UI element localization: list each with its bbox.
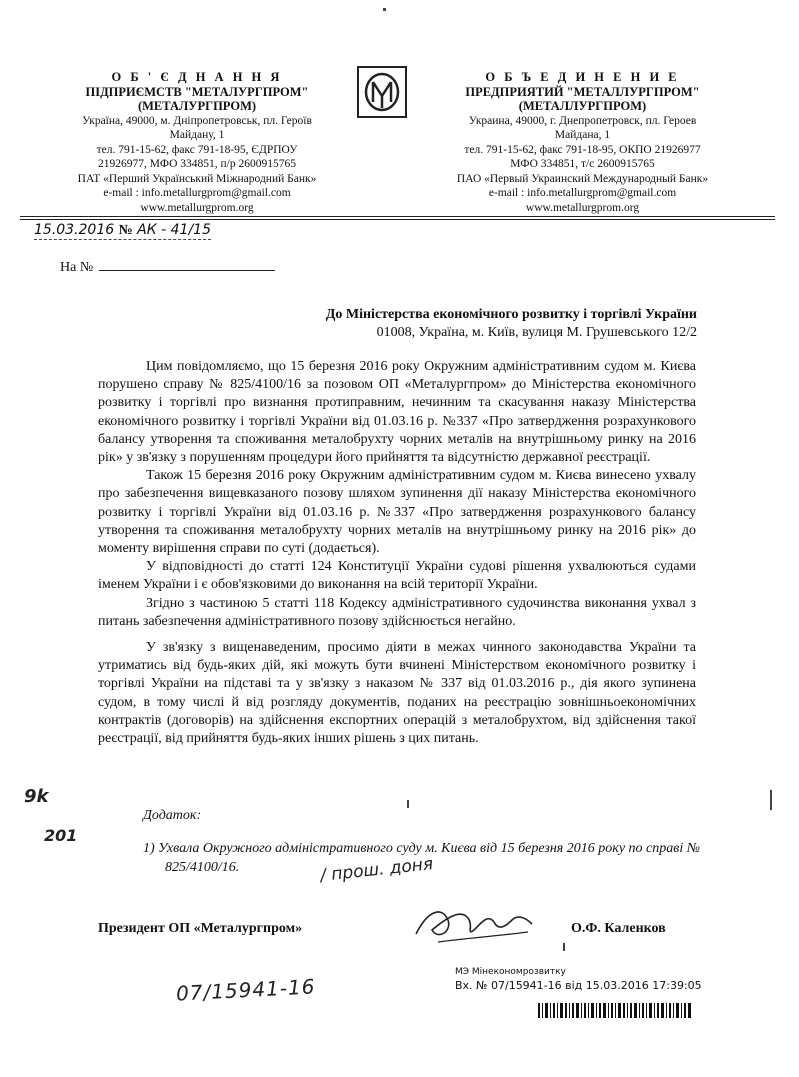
addressee-address: 01008, Україна, м. Київ, вулиця М. Грушевського 12/2 xyxy=(376,325,697,340)
letterhead-ru-line3: (МЕТАЛЛУРГПРОМ) xyxy=(518,99,647,113)
stamp-registration-line: Вх. № 07/15941-16 від 15.03.2016 17:39:05 xyxy=(455,979,702,992)
letterhead-ru-address: Украина, 49000, г. Днепропетровск, пл. Героев xyxy=(468,114,697,127)
body-paragraph-3: У відповідності до статті 124 Конституції України судові рішення ухвалюються судами іменем України і є обов'язковими до виконання на всій території України. xyxy=(98,559,696,593)
letterhead-ua-phone: тел. 791-15-62, факс 791-18-95, ЄДРПОУ xyxy=(96,143,298,156)
letterhead-ua xyxy=(62,70,332,215)
body-paragraph-2: Також 15 березня 2016 року Окружним адміністративним судом м. Києва винесено ухвалу про забезпечення вищевказаного позову шляхом зупинення дії наказу Міністерства економічного розвитку і торгівлі України від 01.03.16 р. №337 «Про затвердження розрахункового балансу утворення та споживання металобрухту чорних металів на внутрішньому ринку на 2016 рік» до моменту вирішення справи по суті (додається). xyxy=(98,468,696,557)
signatory-name: О.Ф. Каленков xyxy=(571,921,666,936)
body-paragraph-4: Згідно з частиною 5 статті 118 Кодексу адміністративного судочинства виконання ухвал з питань забезпечення адміністративного позову здійснюється негайно. xyxy=(98,595,696,629)
scan-speck xyxy=(407,800,409,808)
addressee-block xyxy=(326,306,697,342)
scan-speck xyxy=(770,790,772,810)
incoming-reference-label: На № xyxy=(60,260,94,275)
letterhead-ru-address2: Майдана, 1 xyxy=(554,129,611,141)
body-paragraph-5: У зв'язку з вищенаведеним, просимо діяти в межах чинного законодавства України та утриматись від будь-яких дій, які можуть бути вчинені Міністерством економічного розвитку і торгівлі України на підставі та у зв'язку з наказом № 337 від 01.03.2016 р., дія якого зупинена судом, в тому числі й від розгляду документів, поданих на реєстрацію зовнішньоекономічних контрактів (договорів) на здійснення експортних операцій з металобрухтом, від здійснення такої реєстрації, від прийняття будь-яких інших рішень з цих питань. xyxy=(98,640,696,747)
stamp-organization: МЭ Мінекономрозвитку xyxy=(455,967,566,977)
handwritten-note: / прош. доня xyxy=(319,854,435,886)
letterhead-divider-2 xyxy=(20,219,775,220)
handwritten-margin-number: 201 xyxy=(44,826,78,845)
registration-stamp xyxy=(455,965,702,993)
letterhead-ua-email: e-mail : info.metallurgprom@gmail.com xyxy=(103,187,291,199)
scan-speck xyxy=(563,943,565,951)
signatory-title: Президент ОП «Металургпром» xyxy=(98,921,303,936)
incoming-reference xyxy=(60,258,275,276)
letterhead-ua-line3: (МЕТАЛУРГПРОМ) xyxy=(137,99,257,113)
letterhead-ua-website: www.metallurgprom.org xyxy=(140,201,254,214)
letterhead-ua-line2: ПІДПРИЄМСТВ "МЕТАЛУРГПРОМ" xyxy=(85,84,309,99)
company-logo-icon xyxy=(357,66,407,118)
incoming-reference-blank xyxy=(99,258,275,271)
reference-number: АК - 41/15 xyxy=(137,222,211,238)
reference-field xyxy=(34,222,211,240)
barcode-icon xyxy=(538,1003,692,1018)
letterhead-ua-address2: Майдану, 1 xyxy=(169,129,225,141)
handwritten-signature xyxy=(408,900,538,950)
outgoing-reference xyxy=(34,222,211,240)
addressee-name: До Міністерства економічного розвитку і торгівлі України xyxy=(325,307,697,322)
letterhead-ua-codes: 21926977, МФО 334851, п/р 2600915765 xyxy=(98,158,296,170)
handwritten-registration-number: 07/15941-16 xyxy=(175,974,317,1006)
handwritten-margin-mark: 9k xyxy=(24,786,49,807)
letterhead-ru-codes: МФО 334851, т/с 2600915765 xyxy=(510,158,655,170)
reference-no-label: № xyxy=(118,223,133,238)
reference-date: 15.03.2016 xyxy=(34,222,115,238)
attachment-heading: Додаток: xyxy=(143,808,202,823)
letterhead-ru-email: e-mail : info.metallurgprom@gmail.com xyxy=(488,187,677,199)
letterhead-ru-bank: ПАО «Первый Украинский Международный Банк» xyxy=(456,172,709,185)
scan-speck xyxy=(383,8,386,11)
letterhead-divider xyxy=(20,216,775,217)
letterhead-ru-website: www.metallurgprom.org xyxy=(525,201,640,214)
letterhead-ru xyxy=(440,70,725,215)
letterhead-ua-address: Україна, 49000, м. Дніпропетровськ, пл. Героїв xyxy=(82,114,312,127)
letterhead-ru-line2: ПРЕДПРИЯТИЙ "МЕТАЛЛУРГПРОМ" xyxy=(465,84,700,99)
letter-body xyxy=(98,358,696,748)
letterhead-ru-phone: тел. 791-15-62, факс 791-18-95, ОКПО 21926977 xyxy=(464,143,701,156)
letterhead-ua-bank: ПАТ «Перший Український Міжнародний Банк» xyxy=(77,172,317,185)
attachment-item-1: 1) Ухвала Окружного адміністративного суду м. Києва від 15 березня 2016 року по справі № 825/4100/16. xyxy=(143,841,700,875)
letterhead-ua-line1: О Б ' Є Д Н А Н Н Я xyxy=(111,70,283,84)
letterhead-ru-line1: О Б Ъ Е Д И Н Е Н И Е xyxy=(485,70,680,84)
body-paragraph-1: Цим повідомляємо, що 15 березня 2016 року Окружним адміністративним судом м. Києва порушено справу № 825/4100/16 за позовом ОП «Металургпром» до Міністерства економічного розвитку і торгівлі про визнання протиправним, нечинним та скасування наказу Міністерства економічного розвитку і торгівлі України від 01.03.16 р. №337 «Про затвердження розрахункового балансу утворення та споживання металобрухту чорних металів на внутрішньому ринку на 2016 рік» у зв'язку з порушенням процедури його прийняття та відсутністю державної реєстрації. xyxy=(98,359,696,466)
